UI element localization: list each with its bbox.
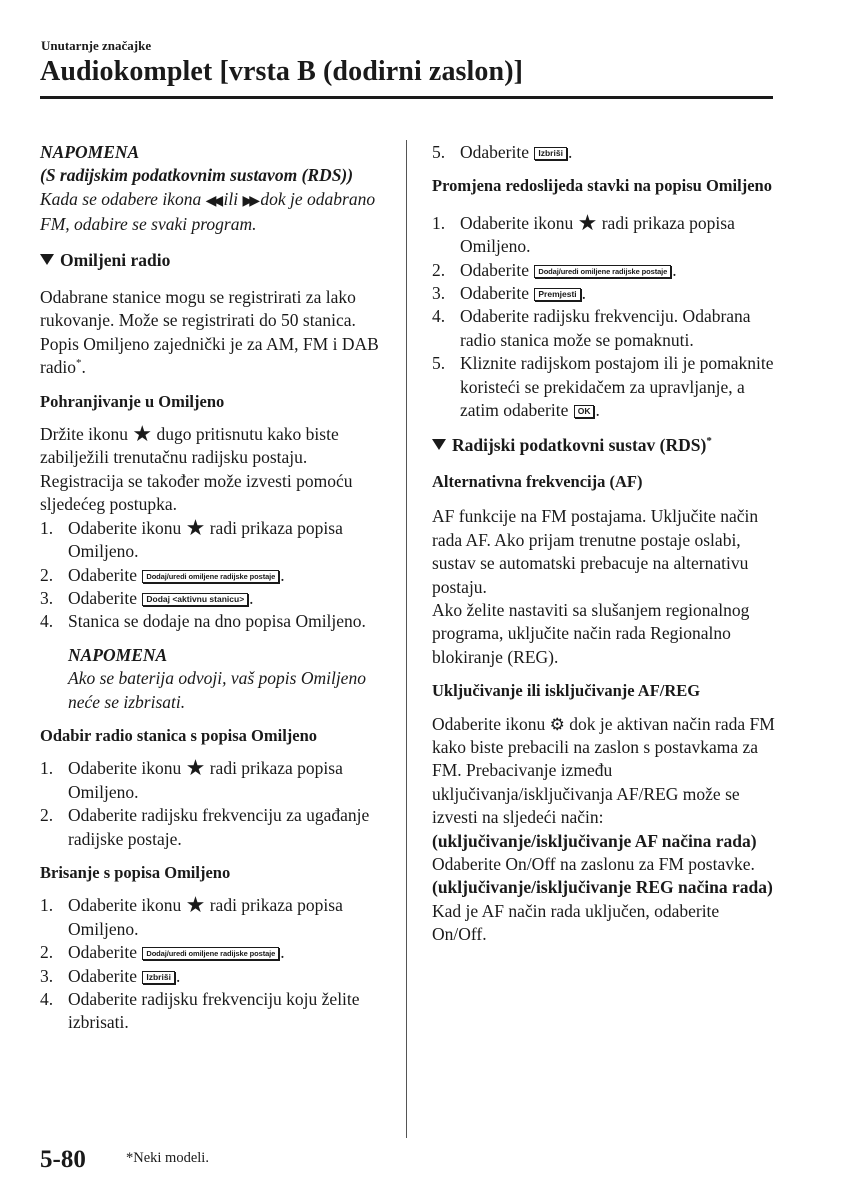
af-text-2: Ako želite nastaviti sa slušanjem regionalnog programa, uključite način rada Regionalno blokiranje (REG). — [432, 599, 750, 667]
note-heading: NAPOMENA — [40, 142, 140, 162]
list-item: 4. Odaberite radijsku frekvenciju koju želite izbrisati. — [40, 989, 360, 1033]
column-divider — [406, 140, 407, 1138]
list-item: 5. Odaberite Izbriši . — [432, 142, 573, 162]
delete-button[interactable]: Izbriši — [142, 971, 175, 984]
page-number: 5-80 — [40, 1146, 86, 1173]
list-item: 4. Odaberite radijsku frekvenciju. Odabrana radio stanica može se pomaknuti. — [432, 306, 751, 350]
star-icon: ★ — [185, 755, 206, 781]
ok-button[interactable]: OK — [574, 405, 595, 418]
toggle-text: Odaberite ikonu ⚙ dok je aktivan način rada FM kako biste prebacili na zaslon s postavkama za FM. Prebacivanje između uključivanja/isključivanja AF/REG može se izvesti na sljedeći način: — [432, 713, 775, 828]
list-item: 3. Odaberite Dodaj <aktivnu stanicu> . — [40, 587, 254, 608]
skip-next-icon: ▶▶ — [242, 193, 257, 209]
rds-heading: Radijski podatkovni sustav (RDS)* — [432, 434, 777, 457]
af-mode-text: Odaberite On/Off na zaslonu za FM postavke. — [432, 853, 755, 874]
left-column — [40, 141, 390, 1035]
move-button[interactable]: Premjesti — [534, 288, 580, 301]
list-item: 2. Odaberite Dodaj/uredi omiljene radijske postaje . — [40, 564, 285, 585]
list-item: 2. Odaberite Dodaj/uredi omiljene radijske postaje . — [40, 942, 285, 963]
list-item: 1. Odaberite ikonu ★ radi prikaza popisa Omiljeno. — [432, 209, 735, 257]
list-item: 1. Odaberite ikonu ★ radi prikaza popisa Omiljeno. — [40, 892, 343, 939]
list-item: 3. Odaberite Izbriši . — [40, 965, 181, 986]
store-steps — [40, 514, 390, 634]
af-mode-heading: (uključivanje/isključivanje AF načina rada) — [432, 830, 757, 851]
star-icon: ★ — [132, 421, 153, 447]
add-edit-favourites-button[interactable]: Dodaj/uredi omiljene radijske postaje — [534, 265, 671, 278]
list-item: 3. Odaberite Premjesti . — [432, 283, 587, 304]
toggle-heading: Uključivanje ili isključivanje AF/REG — [432, 681, 701, 701]
section-label: Unutarnje značajke — [41, 38, 152, 53]
pick-steps — [40, 757, 390, 851]
delete-steps — [40, 894, 390, 1034]
note-subheading: (S radijskim podatkovnim sustavom (RDS)) — [40, 165, 354, 186]
star-icon: ★ — [185, 892, 206, 918]
right-column — [432, 141, 777, 947]
list-item: 2. Odaberite radijsku frekvenciju za ugađanje radijske postaje. — [40, 805, 370, 849]
list-item: 5. Kliznite radijskom postajom ili je pomaknite koristeći se prekidačem za upravljanje, a zatim odaberite OK . — [432, 353, 774, 421]
add-active-station-button[interactable]: Dodaj <aktivnu stanicu> — [142, 593, 248, 606]
add-edit-favourites-button[interactable]: Dodaj/uredi omiljene radijske postaje — [142, 947, 279, 960]
af-heading: Alternativna frekvencija (AF) — [432, 471, 643, 491]
delete-steps-continued — [432, 141, 777, 164]
reorder-heading: Promjena redoslijeda stavki na popisu Omiljeno — [432, 176, 772, 196]
add-edit-favourites-button[interactable]: Dodaj/uredi omiljene radijske postaje — [142, 570, 279, 583]
favourites-intro: Odabrane stanice mogu se registrirati za lako rukovanje. Može se registrirati do 50 stanica. Popis Omiljeno zajednički je za AM, FM i DAB radio*. — [40, 287, 379, 378]
list-item: 4. Stanica se dodaje na dno popisa Omiljeno. — [40, 611, 366, 632]
note-box — [40, 644, 390, 714]
title-rule — [40, 96, 773, 99]
delete-heading: Brisanje s popisa Omiljeno — [40, 862, 231, 882]
af-text: AF funkcije na FM postajama. Uključite način rada AF. Ako prijam trenutne postaje oslabi, sustav se automatski prebacuje na alternativu postaju. — [432, 506, 759, 597]
page-title: Audiokomplet [vrsta B (dodirni zaslon)] — [40, 56, 524, 87]
reg-mode-text: Kad je AF način rada uključen, odaberite On/Off. — [432, 900, 720, 945]
pick-heading: Odabir radio stanica s popisa Omiljeno — [40, 725, 318, 745]
note-heading: NAPOMENA — [68, 644, 168, 665]
favourites-heading: Omiljeni radio — [40, 249, 390, 272]
triangle-bullet-icon — [40, 254, 54, 265]
delete-button[interactable]: Izbriši — [534, 147, 567, 160]
star-icon: ★ — [185, 514, 206, 540]
note-text: Kada se odabere ikona ◀◀ ili ▶▶ dok je odabrano FM, odabire se svaki program. — [40, 188, 376, 235]
reorder-steps — [432, 209, 777, 423]
star-icon: ★ — [577, 209, 598, 235]
store-heading: Pohranjivanje u Omiljeno — [40, 391, 225, 411]
reg-mode-heading: (uključivanje/isključivanje REG načina rada) — [432, 877, 773, 898]
footnote: *Neki modeli. — [126, 1150, 209, 1166]
list-item: 1. Odaberite ikonu ★ radi prikaza popisa Omiljeno. — [40, 514, 343, 562]
gear-icon: ⚙ — [549, 714, 565, 734]
list-item: 1. Odaberite ikonu ★ radi prikaza popisa Omiljeno. — [40, 755, 343, 802]
store-text: Držite ikonu ★ dugo pritisnutu kako biste zabilježili trenutačnu radijsku postaju. Registracija se također može izvesti pomoću sljedećeg postupka. — [40, 421, 353, 515]
list-item: 2. Odaberite Dodaj/uredi omiljene radijske postaje . — [432, 259, 677, 280]
triangle-bullet-icon — [432, 439, 446, 450]
skip-previous-icon: ◀◀ — [205, 193, 220, 209]
note-text: Ako se baterija odvoji, vaš popis Omiljeno neće se izbrisati. — [68, 668, 366, 712]
